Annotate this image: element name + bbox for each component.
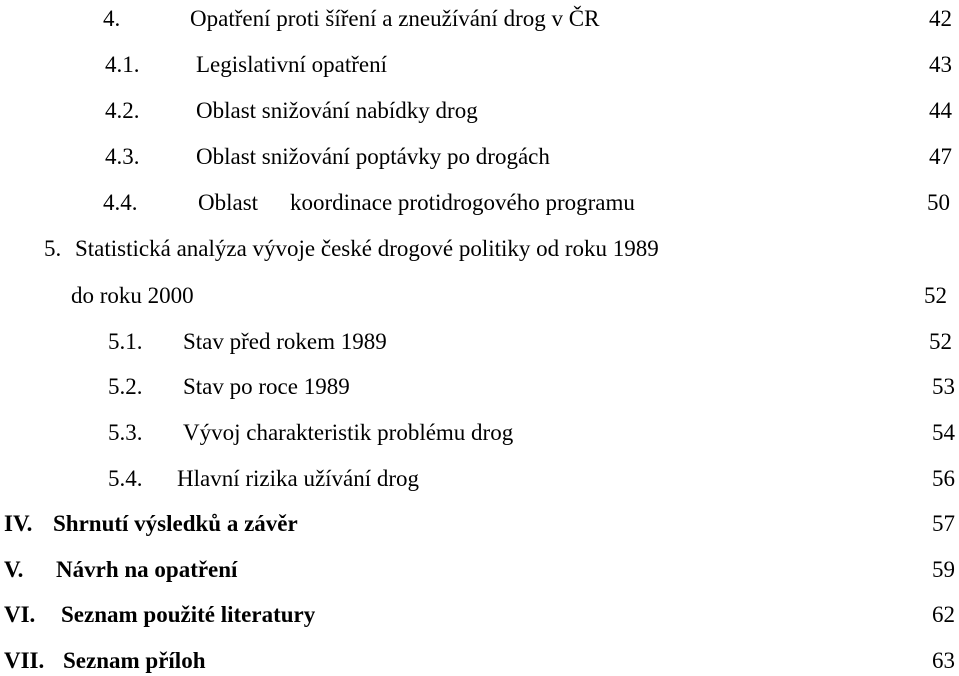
toc-entry-5-4 (0, 464, 959, 494)
toc-entry-page: 59 (932, 557, 955, 582)
toc-entry-vi (0, 600, 959, 630)
toc-entry-number: 4.3. (105, 144, 140, 169)
toc-entry-page: 42 (929, 6, 952, 31)
toc-entry-page: 54 (932, 420, 955, 445)
toc-entry-title: Legislativní opatření (196, 52, 387, 77)
toc-entry-4-2 (0, 96, 959, 126)
toc-entry-5-1 (0, 327, 959, 357)
toc-entry-page: 56 (932, 466, 955, 491)
toc-entry-page: 44 (929, 98, 952, 123)
toc-entry-number: 5.3. (108, 420, 143, 445)
toc-entry-page: 63 (932, 648, 955, 673)
toc-entry-title: Hlavní rizika užívání drog (177, 466, 420, 491)
toc-entry-5 (0, 234, 959, 264)
toc-entry-title: Vývoj charakteristik problému drog (183, 420, 514, 445)
toc-entry-title: Seznam příloh (63, 648, 206, 673)
toc-entry-4-4 (0, 188, 959, 218)
toc-entry-4-1 (0, 50, 959, 80)
toc-entry-number: 4.1. (105, 52, 140, 77)
toc-entry-title: Oblast snižování nabídky drog (196, 98, 478, 123)
toc-entry-title: Seznam použité literatury (61, 602, 316, 627)
toc-entry-number: 4.2. (105, 98, 140, 123)
toc-entry-5-2 (0, 372, 959, 402)
toc-entry-page: 43 (929, 52, 952, 77)
toc-entry-title: Statistická analýza vývoje české drogové politiky od roku 1989 (75, 236, 659, 261)
toc-entry-v (0, 555, 959, 585)
toc-entry-number: IV. (4, 511, 33, 536)
toc-entry-5-continuation (0, 281, 959, 311)
toc-entry-number: VII. (4, 648, 45, 673)
toc-entry-4-3 (0, 142, 959, 172)
toc-entry-number: VI. (4, 602, 36, 627)
toc-entry-title-continued: koordinace protidrogového programu (290, 190, 635, 215)
toc-entry-title: Stav po roce 1989 (183, 374, 350, 399)
toc-entry-vii (0, 646, 959, 676)
toc-entry-title: Shrnutí výsledků a závěr (53, 511, 298, 536)
toc-entry-title: Opatření proti šíření a zneužívání drog v ČR (190, 6, 600, 31)
toc-entry-title: Oblast snižování poptávky po drogách (196, 144, 550, 169)
toc-entry-4 (0, 4, 959, 34)
toc-entry-title: do roku 2000 (71, 283, 194, 308)
toc-entry-page: 53 (932, 374, 955, 399)
toc-entry-number: 5.4. (108, 466, 143, 491)
toc-entry-page: 50 (927, 190, 950, 215)
toc-entry-5-3 (0, 418, 959, 448)
toc-entry-number: 5.2. (108, 374, 143, 399)
toc-entry-number: 5. (44, 236, 62, 261)
toc-entry-page: 57 (932, 511, 955, 536)
toc-entry-number: V. (4, 557, 24, 582)
toc-entry-number: 4.4. (103, 190, 138, 215)
toc-entry-title: Oblast (198, 190, 259, 215)
toc-entry-page: 47 (929, 144, 952, 169)
toc-entry-number: 5.1. (108, 329, 143, 354)
toc-entry-title: Návrh na opatření (56, 557, 238, 582)
toc-entry-page: 62 (932, 602, 955, 627)
toc-entry-title: Stav před rokem 1989 (183, 329, 387, 354)
toc-entry-number: 4. (103, 6, 121, 31)
toc-entry-page: 52 (929, 329, 952, 354)
toc-entry-iv (0, 509, 959, 539)
toc-entry-page: 52 (924, 283, 947, 308)
